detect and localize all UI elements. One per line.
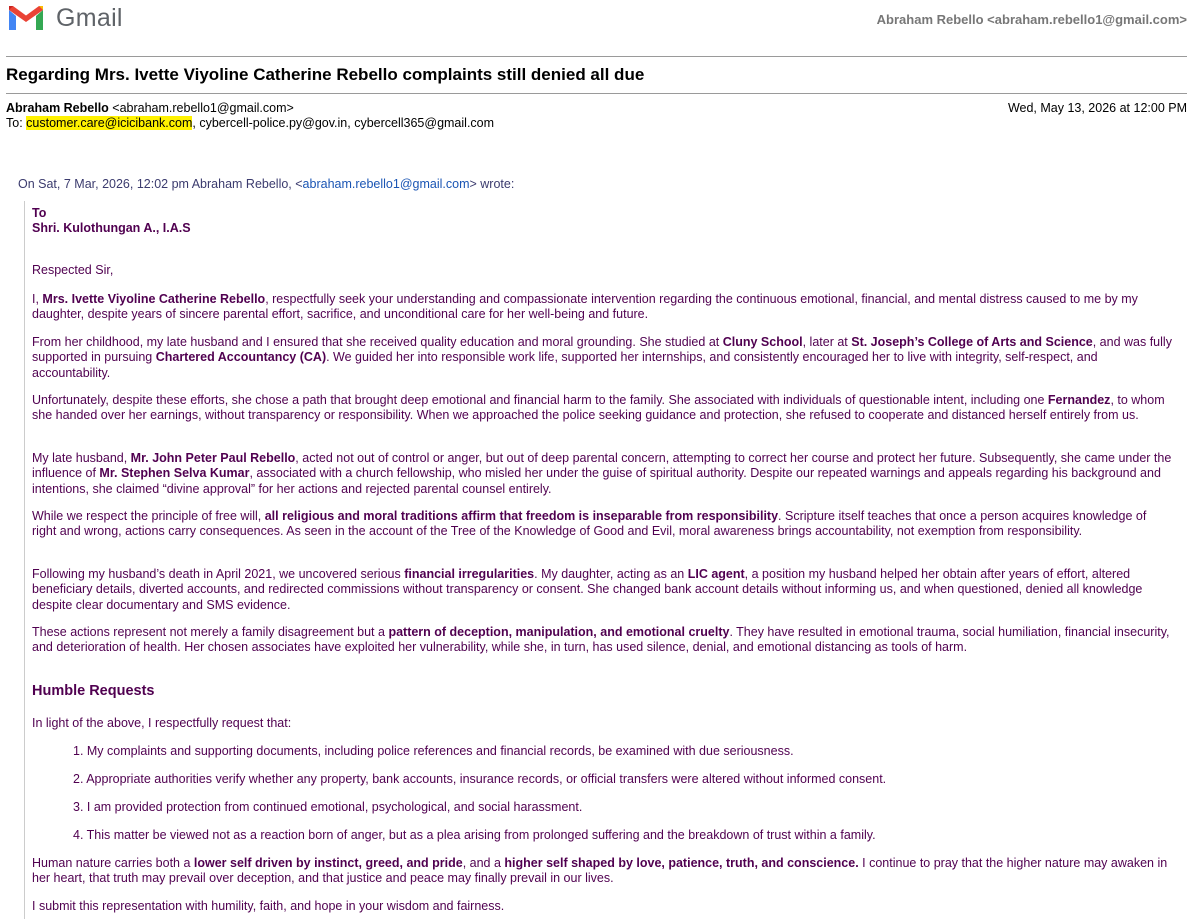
paragraph-8 (32, 856, 1172, 887)
paragraph-6 (32, 567, 1172, 613)
recipient-others: , cybercell-police.py@gov.in, cybercell365@gmail.com (192, 116, 495, 130)
p6-bold: financial irregularities (404, 567, 535, 581)
letter-to (32, 206, 1172, 221)
p4-bold: Mr. Stephen Selva Kumar (99, 466, 250, 481)
paragraph-4 (32, 451, 1172, 497)
request-item: 1. My complaints and supporting documents, including police references and financial records, be examined with due seriousness. (73, 744, 794, 758)
p3-text: , to whom she handed over her earnings, without transparency or responsibility. When we approached the police seeking guidance and protection, she refused to cooperate and distanced herself entirely from us. (32, 393, 1165, 423)
closing-line: I submit this representation with humility, faith, and hope in your wisdom and fairness. (32, 899, 505, 913)
account-label: Abraham Rebello <abraham.rebello1@gmail.com> (876, 12, 1187, 27)
p2-bold: Cluny School (722, 335, 803, 349)
request-item: 3. I am provided protection from continued emotional, psychological, and social harassment. (73, 800, 583, 814)
header-divider (6, 56, 1187, 57)
brand-name: Gmail (56, 4, 123, 32)
recipients-line (6, 116, 494, 130)
requests-heading: Humble Requests (32, 683, 155, 699)
requests-intro: In light of the above, I respectfully request that: (32, 716, 292, 730)
sender-name: Abraham Rebello (6, 101, 109, 115)
p2-text: , and was fully supported in pursuing (32, 335, 1172, 365)
p4-text: , acted not out of control or anger, but out of deep parental concern, attempting to correct her course and protect her future. Subsequently, she came under the influence of (32, 451, 1172, 481)
p2-text: , later at (802, 335, 852, 349)
p7-bold: pattern of deception, manipulation, and emotional cruelty (388, 625, 730, 639)
attribution-prefix: On Sat, 7 Mar, 2026, 12:02 pm Abraham Rebello, < (18, 177, 303, 191)
sender-email: <abraham.rebello1@gmail.com> (108, 101, 294, 115)
subject-divider (6, 93, 1187, 94)
letter-to-text: To (32, 206, 47, 220)
to-label: To: (6, 116, 27, 130)
sender-line (6, 101, 294, 115)
p2-text: . We guided her into responsible work life, supported her internships, and consistently encouraged her to live with integrity, self-respect, and accountability. (32, 350, 1098, 380)
quoted-message (24, 201, 1172, 919)
recipient-highlighted: customer.care@icicibank.com (26, 116, 193, 130)
p8-text: I continue to pray that the higher nature may awaken in her heart, that truth may prevail over deception, and that justice and peace may finally prevail in our lives. (32, 856, 1168, 886)
request-item: 2. Appropriate authorities verify whether any property, bank accounts, insurance records, or official transfers were altered without informed consent. (73, 772, 887, 786)
request-item: 4. This matter be viewed not as a reaction born of anger, but as a plea arising from prolonged suffering and the breakdown of trust within a family. (73, 828, 876, 842)
p8-text: Human nature carries both a (32, 856, 194, 870)
p6-text: Following my husband’s death in April 2021, we uncovered serious (32, 567, 405, 581)
p8-bold: higher self shaped by love, patience, truth, and conscience. (504, 856, 859, 870)
p2-text: From her childhood, my late husband and I ensured that she received quality education and moral grounding. She studied at (32, 335, 723, 349)
p2-bold: St. Joseph’s College of Arts and Science (851, 335, 1093, 349)
p4-text: , associated with a church fellowship, who misled her under the guise of spiritual authority. Despite our repeated warnings and appeals regarding his background and intentions, she claimed “divine approval” for her actions and rejected parental counsel entirely. (32, 466, 1161, 496)
p6-text: , a position my husband helped her obtain after years of effort, altered beneficiary details, diverted accounts, and redirected commissions without transparency or consent. She changed bank account details without informing us, and when questioned, denied all knowledge despite clear documentary and SMS evidence. (32, 567, 1143, 612)
p1-text: , respectfully seek your understanding and compassionate intervention regarding the continuous emotional, financial, and mental distress caused to me by my daughter, despite years of sincere parental effort, sacrifice, and unconditional care for her well-being and future. (32, 292, 1138, 322)
email-date: Wed, May 13, 2026 at 12:00 PM (1007, 101, 1187, 115)
p8-bold: lower self driven by instinct, greed, and pride (193, 856, 463, 870)
p5-text: While we respect the principle of free will, (32, 509, 265, 523)
letter-salutation: Respected Sir, (32, 263, 114, 277)
gmail-logo-icon (6, 3, 46, 33)
p5-text: . Scripture itself teaches that once a person acquires knowledge of right and wrong, actions carry consequences. As seen in the account of the Tree of the Knowledge of Good and Evil, moral awareness brings accountability, not exemption from responsibility. (32, 509, 1147, 539)
p1-text: I, (32, 292, 43, 306)
paragraph-2 (32, 335, 1172, 381)
paragraph-7 (32, 625, 1172, 656)
p5-bold: all religious and moral traditions affirm that freedom is inseparable from responsibility (264, 509, 779, 523)
p8-text: , and a (462, 856, 505, 870)
paragraph-5 (32, 509, 1172, 540)
email-subject: Regarding Mrs. Ivette Viyoline Catherine Rebello complaints still denied all due (6, 65, 645, 84)
gmail-header (0, 0, 1194, 40)
paragraph-3 (32, 393, 1172, 424)
letter-addressee (32, 221, 1172, 236)
p4-text: My late husband, (32, 451, 131, 465)
quoted-attribution (18, 177, 514, 191)
p3-text: Unfortunately, despite these efforts, she chose a path that brought deep emotional and financial harm to the family. She associated with individuals of questionable intent, including one (32, 393, 1048, 407)
attribution-suffix: > wrote: (469, 177, 515, 191)
paragraph-1 (32, 292, 1172, 323)
addressee-text: Shri. Kulothungan A., I.A.S (32, 221, 191, 235)
p2-bold: Chartered Accountancy (CA) (155, 350, 327, 365)
p3-bold: Fernandez (1047, 393, 1111, 407)
p7-text: . They have resulted in emotional trauma, social humiliation, financial insecurity, and deterioration of health. Her chosen associates have exploited her vulnerability, while she, in turn, has used silence, denial, and emotional distancing as tools of harm. (32, 625, 1170, 655)
attribution-email-link[interactable]: abraham.rebello1@gmail.com (302, 177, 470, 191)
p4-bold: Mr. John Peter Paul Rebello (130, 451, 296, 465)
p6-text: . My daughter, acting as an (534, 567, 688, 581)
p7-text: These actions represent not merely a family disagreement but a (32, 625, 389, 639)
p6-bold: LIC agent (687, 567, 745, 581)
p1-bold: Mrs. Ivette Viyoline Catherine Rebello (42, 292, 266, 306)
